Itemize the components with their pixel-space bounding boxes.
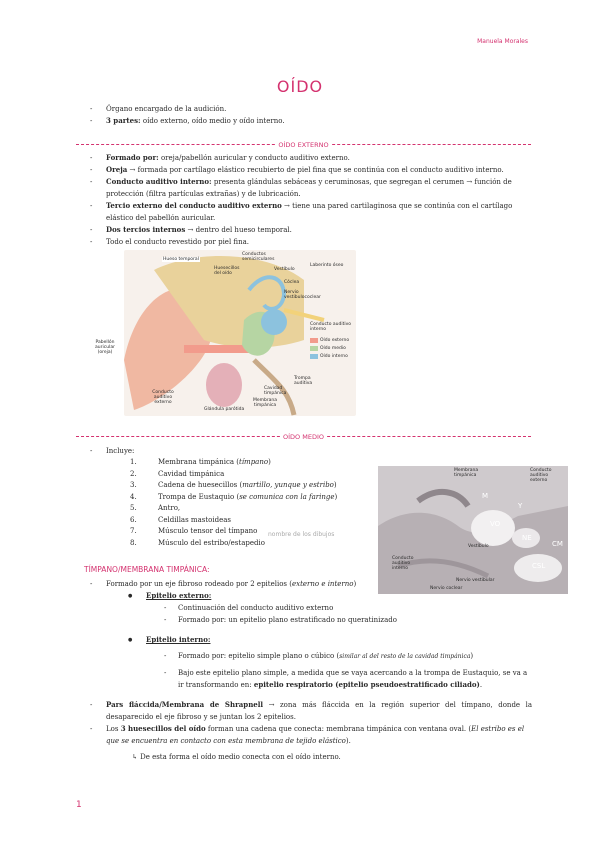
ear-anatomy-figure [95,250,356,416]
label-vestibulo: Vestíbulo [274,267,295,272]
label-conductos: Conductos semicirculares [242,252,275,262]
epitelio-interno-2: - Bajo este epitelio plano simple, a medida que se vaya acercando a la trompa de Eustaquio, se va a ir transformando en: epitelio respiratorio (epitelio pseudoestratificado ciliado). [84,667,532,691]
huesecillos-cadena: - Los 3 huesecillos del oído forman una cadena que conecta: membrana timpánica con ventana oval. (El estribo es el que se encuentra en contacto con esta membrana de tejido elástico). [84,723,532,747]
list-item: 1. Membrana timpánica (tímpano) [130,458,271,466]
list-item: - Tercio externo del conducto auditivo externo → tiene una pared cartilaginosa que se continúa con el cartílago elástico del pabellón auricular. [84,200,528,224]
timpano-formado: - Formado por un eje fibroso rodeado por 2 epitelios (externo e interno) [84,578,532,590]
intro-rest: oído externo, oído medio y oído interno. [140,117,285,125]
section-separator-medio [76,432,531,442]
list-item: - Oreja → formada por cartílago elástico recubierto de piel fina que se continúa con el conducto auditivo interno. [84,164,528,176]
list-item: 5. Antro, [130,504,181,512]
list-item: - Todo el conducto revestido por piel fina. [84,236,528,248]
histo-label-vo: VO [490,520,501,528]
label-pabellon: Pabellón auricular (oreja) [95,340,115,355]
list-item: 7. Músculo tensor del tímpano [130,527,258,535]
legend-item: Oído interno [320,354,348,359]
section-separator-externo [76,140,531,150]
list-item: 8. Músculo del estribo/estapedio [130,538,265,547]
epitelio-externo-1: - Continuación del conducto auditivo externo [84,602,532,614]
conecta-oido-interno: ↳ De esta forma el oído medio conecta con el oído interno. [132,753,341,761]
label-huesecillos: Huesecillos del oído [214,266,240,276]
label-parotida: Glándula parótida [204,407,245,412]
faint-caption: nombre de los dibujos [268,531,335,538]
author-name: Manuela Morales [477,38,528,45]
page-number: 1 [76,800,82,810]
list-item: 3. Cadena de huesecillos (martillo, yunque y estribo) [130,481,337,489]
middle-ear-histology-figure [378,466,568,594]
list-item: - Dos tercios internos → dentro del hueso temporal. [84,224,528,236]
list-item: - Formado por: oreja/pabellón auricular y conducto auditivo externo. [84,152,528,164]
intro-bold: 3 partes: [106,116,141,125]
label-conducto-externo: Conducto auditivo externo [152,390,174,405]
section-label-externo: OÍDO EXTERNO [275,140,331,150]
label-cavidad: Cavidad timpánica [264,386,287,396]
section-label-medio: OÍDO MEDIO [280,432,327,442]
epitelio-externo-2: - Formado por: un epitelio plano estratificado no queratinizado [84,614,532,626]
label-coclea: Cóclea [284,280,300,285]
histo-label-vestibulo: Vestíbulo [468,544,489,549]
intro-line-1: - Órgano encargado de la audición. [84,103,528,115]
histo-label-membrana: Membrana timpánica [454,468,479,478]
label-trompa: Trompa auditiva [294,376,313,386]
legend-item: Oído medio [320,346,346,351]
pars-flaccida: - Pars fláccida/Membrana de Shrapnell → zona más fláccida en la región superior del tímpano, donde la desaparecido el eje fibroso y se juntan los 2 epitelios. [84,699,532,723]
histo-label-cai: Conducto auditivo interno [392,556,414,571]
list-item: - Conducto auditivo interno: presenta glándulas sebáceas y ceruminosas, que segregan el cerumen → función de protección (filtra partículas extrañas) y de lubricación. [84,176,528,200]
legend-item: Oído externo [320,338,350,343]
medio-intro [84,445,284,457]
histo-label-ne: NE [522,534,532,542]
epitelio-interno-1: - Formado por: epitelio simple plano o cúbico (similar al del resto de la cavidad timpánica) [84,650,532,663]
label-conducto-interno: Conducto auditivo interno [310,322,352,332]
label-laberinto: Laberinto óseo [310,263,344,268]
page-title: OÍDO [276,77,324,96]
label-hueso-temporal: Hueso temporal [163,257,199,262]
intro [84,103,528,127]
histo-label-nervio-coclear: Nervio coclear [430,586,463,591]
histo-label-m: M [482,492,489,500]
incluye-label: - Incluye: [84,445,284,457]
list-item: 6. Celdillas mastoideas [130,515,231,524]
section-heading-timpano: TÍMPANO/MEMBRANA TIMPÁNICA: [84,565,210,574]
epitelio-externo-title: ● Epitelio externo: [84,590,532,602]
histo-label-csl: CSL [532,562,546,570]
histo-label-cae: Conducto auditivo externo [530,468,552,483]
histo-label-y: Y [518,502,523,510]
externo-list [84,152,528,248]
epitelio-interno-title: ● Epitelio interno: [84,634,532,646]
histo-label-nervio-vestibular: Nervio vestibular [456,578,495,583]
list-item: 2. Cavidad timpánica [130,469,225,478]
list-item: 4. Trompa de Eustaquio (se comunica con la faringe) [130,492,338,501]
label-membrana: Membrana timpánica [252,398,278,408]
figure-legend [310,338,349,359]
timpano-content [84,578,532,763]
histo-label-cm: CM [552,540,563,548]
label-nervio: Nervio vestibulococlear [284,290,321,300]
intro-line-2 [84,115,528,127]
